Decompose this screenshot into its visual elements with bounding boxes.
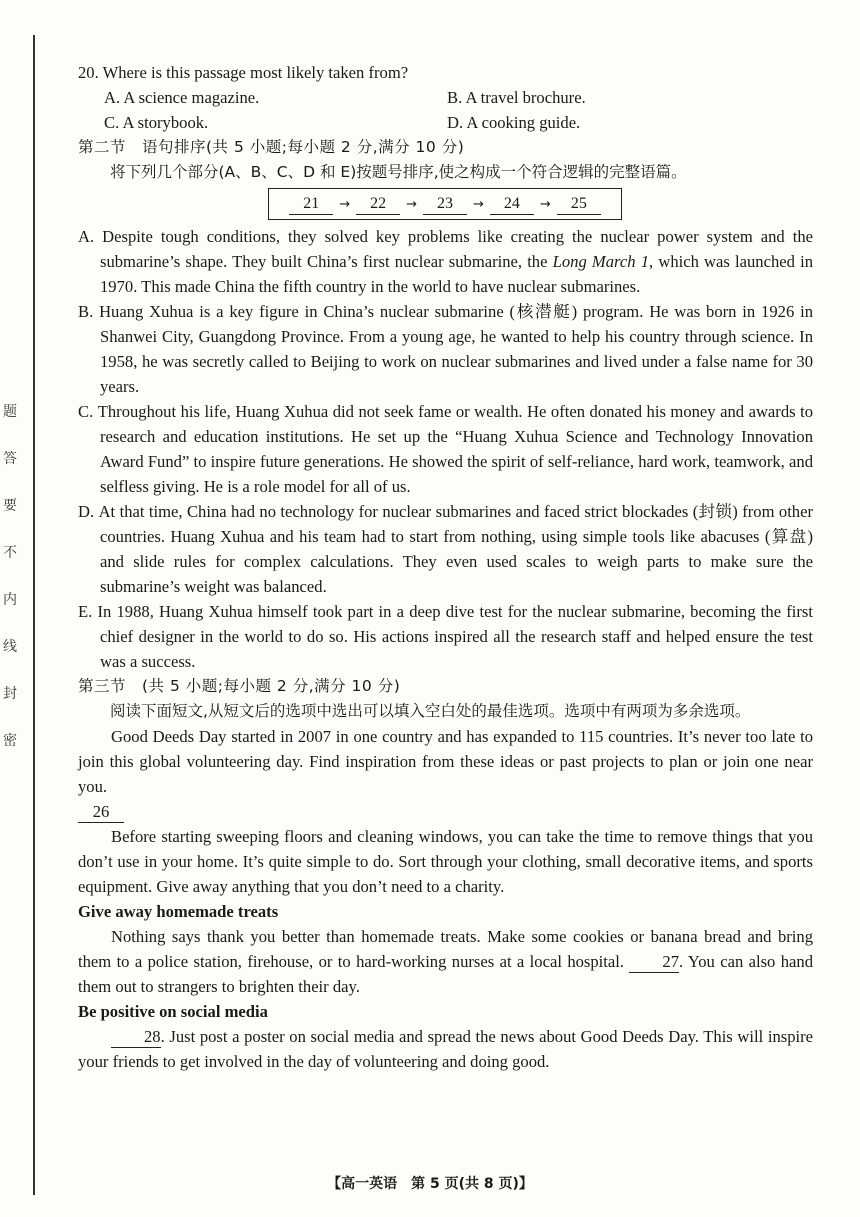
item-text: At that time, China had no technology for nuclear submarines and faced strict blockades (封锁) from other countries. Huang Xuhua and his team had to start from nothing, using simple tools like abacuses (算盘) and slide rules for complex calculations. They even used scales to weigh parts to make sure the submarine’s weight was balanced. (98, 502, 813, 596)
page-footer: 【高一英语 第 5 页(共 8 页)】 (327, 1176, 533, 1192)
question-20-options-row-1 (104, 85, 813, 110)
order-blank-21: 21 (289, 194, 333, 215)
para-text: . You can also hand them out to strangers to brighten their day. (78, 952, 813, 996)
option-a: A. A science magazine. (104, 88, 260, 107)
option-d: D. A cooking guide. (447, 113, 581, 132)
sentence-item-b (78, 299, 813, 399)
margin-char: 答 (3, 451, 17, 467)
arrow-icon: → (406, 196, 417, 212)
blank-26-line (78, 799, 813, 824)
margin-char: 密 (3, 733, 17, 749)
option-c: C. A storybook. (104, 113, 209, 132)
question-20-stem: 20. Where is this passage most likely taken from? (78, 63, 409, 82)
item-text: Huang Xuhua is a key figure in China’s nuclear submarine (核潜艇) program. He was born in 1926 in Shanwei City, Guangdong Province. From a young age, he wanted to help his country through science. In 1958, he was secretly called to Beijing to work on nuclear submarines and lived under a false name for 30 years. (99, 302, 813, 396)
item-text: , which was launched in 1970. This made China the fifth country in the world to have nuclear submarines. (100, 252, 813, 296)
order-answer-box (268, 188, 622, 220)
item-text: In 1988, Huang Xuhua himself took part in a deep dive test for the nuclear submarine, becoming the first chief designer in the world to do so. His actions inspired all the research staff and helped ensure the test was a success. (97, 602, 813, 671)
item-label: D. (78, 502, 95, 521)
order-blank-23: 23 (423, 194, 467, 215)
para-text: Nothing says thank you better than homemade treats. Make some cookies or banana bread and bring them to a police station, firehouse, or to hard-working nurses at a local hospital. (78, 927, 813, 971)
margin-char: 线 (3, 639, 17, 655)
page-content (78, 60, 813, 1074)
passage-para-1: Before starting sweeping floors and cleaning windows, you can take the time to remove things that you don’t use in your home. It’s quite simple to do. Sort through your clothing, small decorative items, and sports equipment. Give away anything that you don’t need to a charity. (78, 827, 813, 896)
question-20-options-row-2 (104, 110, 813, 135)
item-text: Throughout his life, Huang Xuhua did not seek fame or wealth. He often donated his money and awards to research and education institutions. He set up the “Huang Xuhua Science and Technology Innovation Award Fund” to inspire future generations. He showed the spirit of self-reliance, hard work, teamwork, and selfless giving. He is a role model for all of us. (97, 402, 813, 496)
arrow-icon: → (473, 196, 484, 212)
sentence-item-d (78, 499, 813, 599)
margin-char: 封 (3, 686, 17, 702)
passage-para-2 (78, 924, 813, 999)
blank-27: 27 (629, 952, 679, 973)
order-blank-22: 22 (356, 194, 400, 215)
section-2-title: 第二节 语句排序(共 5 小题;每小题 2 分,满分 10 分) (78, 138, 465, 156)
sentence-item-c (78, 399, 813, 499)
margin-char: 要 (3, 498, 17, 514)
binding-margin-line (33, 35, 35, 1195)
passage-para-3 (78, 1024, 813, 1074)
subheading-social-media: Be positive on social media (78, 1002, 268, 1021)
blank-26: 26 (78, 802, 124, 823)
item-label: A. (78, 227, 95, 246)
item-label: B. (78, 302, 94, 321)
arrow-icon: → (339, 196, 351, 212)
blank-28: 28 (111, 1027, 161, 1048)
item-label: C. (78, 402, 94, 421)
section-2-instruction: 将下列几个部分(A、B、C、D 和 E)按题号排序,使之构成一个符合逻辑的完整语篇。 (110, 163, 687, 181)
arrow-icon: → (539, 196, 551, 212)
item-text: Despite tough conditions, they solved key problems like creating the nuclear power system and the submarine’s shape. They built China’s first nuclear submarine, the (100, 227, 814, 271)
option-b: B. A travel brochure. (447, 88, 586, 107)
margin-char: 不 (3, 545, 17, 561)
item-italic-text: Long March 1 (552, 252, 650, 271)
margin-char: 题 (3, 404, 17, 420)
order-blank-25: 25 (557, 194, 601, 215)
passage-intro: Good Deeds Day started in 2007 in one country and has expanded to 115 countries. It’s never too late to join this global volunteering day. Find inspiration from these ideas or past projects to plan or join one near you. (78, 727, 813, 796)
sentence-item-a (78, 224, 813, 299)
margin-char: 内 (3, 592, 17, 608)
subheading-homemade-treats: Give away homemade treats (78, 902, 279, 921)
section-3-instruction: 阅读下面短文,从短文后的选项中选出可以填入空白处的最佳选项。选项中有两项为多余选项。 (110, 702, 751, 720)
para-text: . Just post a poster on social media and spread the news about Good Deeds Day. This will inspire your friends to get involved in the day of volunteering and doing good. (78, 1027, 813, 1071)
order-blank-24: 24 (490, 194, 534, 215)
section-3-title: 第三节 (共 5 小题;每小题 2 分,满分 10 分) (78, 677, 401, 695)
item-label: E. (78, 602, 93, 621)
sentence-item-e (78, 599, 813, 674)
